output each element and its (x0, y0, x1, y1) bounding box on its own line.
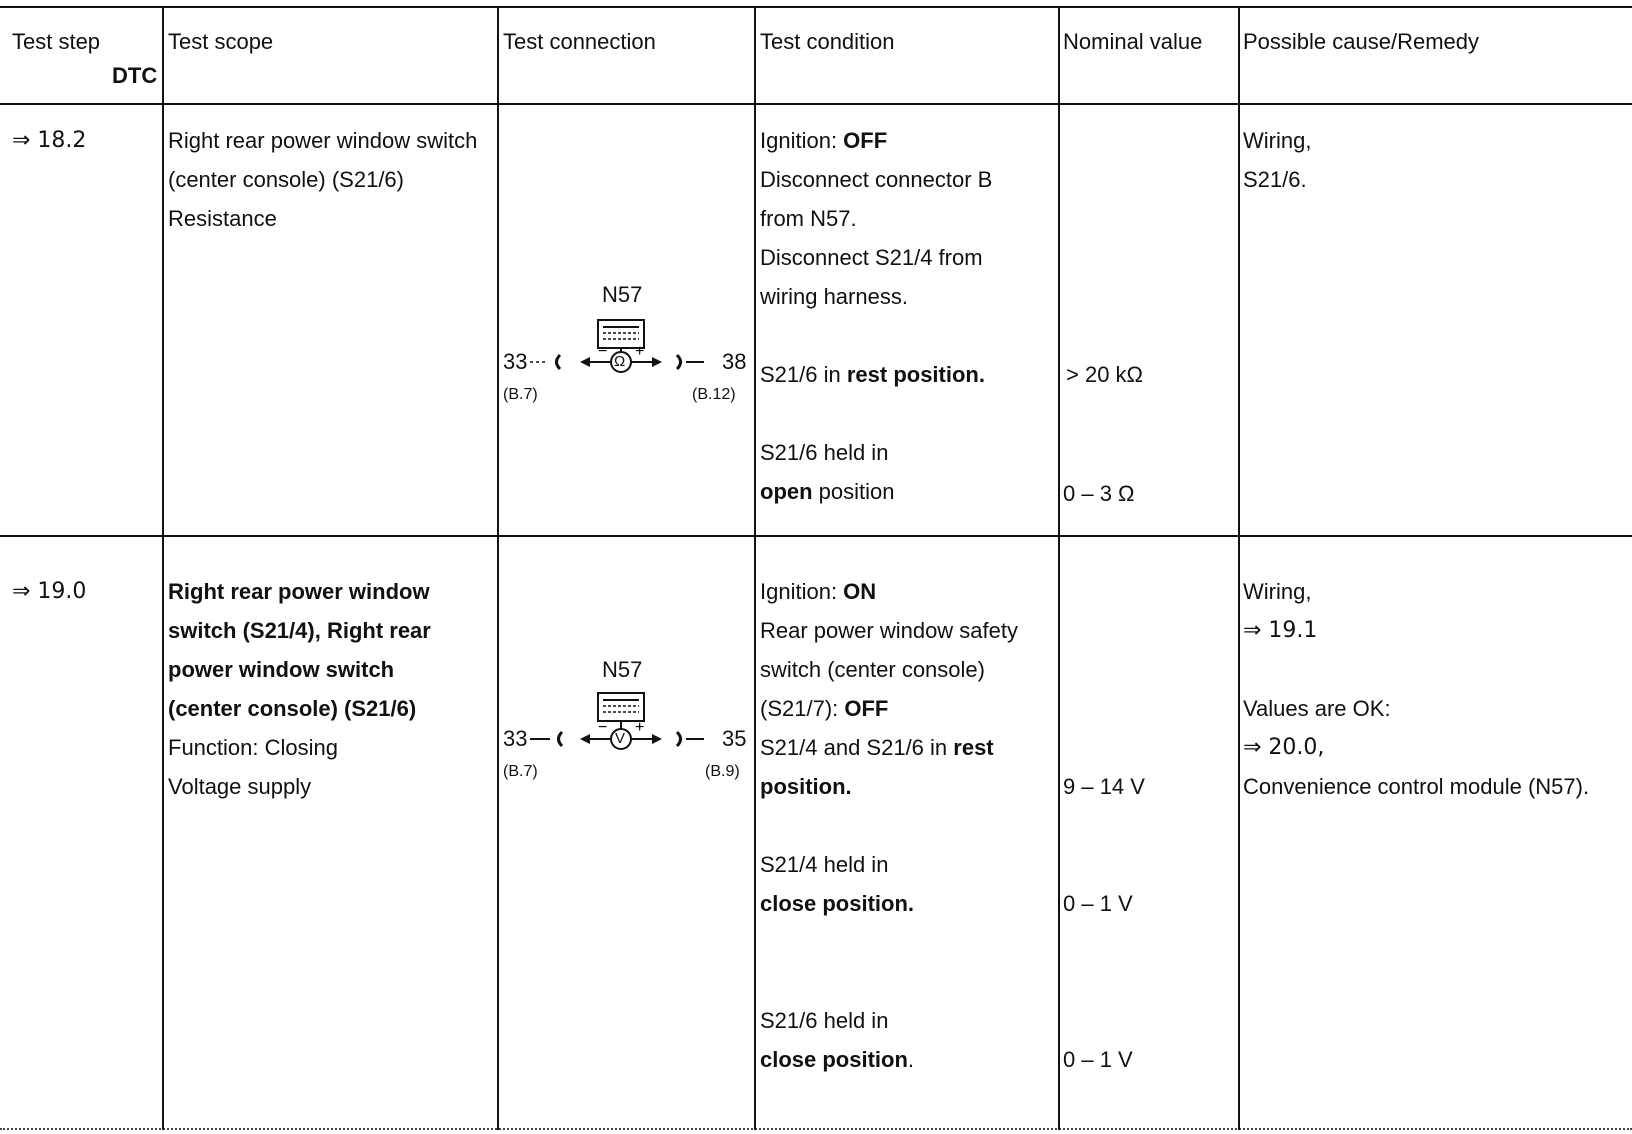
header-test-condition: Test condition (760, 29, 895, 54)
row1-condition-line: Ignition: OFF (760, 128, 888, 153)
svg-text:+: + (635, 719, 645, 736)
row2-condition-line: close position. (760, 891, 915, 916)
row1-scope-line: Right rear power window switch (168, 128, 478, 153)
row2-pin-left: 33 (503, 726, 528, 751)
row2-possible-cause (1243, 572, 1589, 806)
row2-test-scope (168, 572, 431, 806)
header-bottom-border (0, 103, 1632, 105)
row2-scope-line: switch (S21/4), Right rear (168, 618, 431, 643)
row-divider (0, 535, 1632, 537)
row1-ref-left: (B.7) (503, 386, 538, 403)
column-divider-1 (162, 6, 164, 1130)
row2-condition-line: Ignition: ON (760, 579, 877, 604)
row2-nominal-value: 0 – 1 V (1063, 1047, 1133, 1072)
row1-test-step: ⇒ 18.2 (12, 128, 87, 153)
header-possible-cause: Possible cause/Remedy (1243, 29, 1480, 54)
row2-cause-line: ⇒ 19.1 (1243, 618, 1318, 643)
row2-ref-right: (B.9) (705, 763, 740, 780)
row2-test-condition (760, 572, 1018, 1079)
row1-condition-line: Disconnect S21/4 from (760, 245, 983, 270)
row2-connection-diagram (500, 655, 750, 805)
row1-ref-right: (B.12) (692, 386, 736, 403)
table-bottom-dotted-border (0, 1128, 1632, 1130)
row1-condition-line: from N57. (760, 206, 857, 231)
row1-module-label: N57 (602, 282, 643, 307)
column-divider-4 (1058, 6, 1060, 1130)
row2-ref-left: (B.7) (503, 763, 538, 780)
header-test-connection: Test connection (503, 29, 656, 54)
row2-pin-right: 35 (722, 726, 747, 751)
svg-text:−: − (598, 719, 608, 736)
row1-condition-line: Disconnect connector B (760, 167, 993, 192)
row2-cause-line: ⇒ 20.0, (1243, 735, 1325, 760)
row2-condition-line: S21/6 held in (760, 1008, 889, 1033)
header-nominal-value: Nominal value (1063, 29, 1203, 54)
row1-nominal-value: > 20 kΩ (1066, 362, 1143, 387)
row1-condition-line: S21/6 in rest position. (760, 362, 985, 387)
row1-condition-line: S21/6 held in (760, 440, 889, 465)
row2-condition-line: S21/4 held in (760, 852, 889, 877)
row2-scope-line: Right rear power window (168, 579, 430, 604)
row2-condition-line: position. (760, 774, 852, 799)
row2-scope-line: Function: Closing (168, 735, 338, 760)
row1-nominal-value: 0 – 3 Ω (1063, 481, 1135, 506)
svg-text:+: + (635, 343, 645, 360)
row2-cause-line: Convenience control module (N57). (1243, 774, 1590, 799)
row1-possible-cause (1243, 121, 1311, 199)
row1-cause-line: S21/6. (1243, 167, 1307, 192)
row1-test-scope (168, 121, 477, 238)
row1-pin-right: 38 (722, 349, 747, 374)
row1-scope-line: Resistance (168, 206, 277, 231)
row1-pin-left: 33 (503, 349, 528, 374)
row1-condition-line: wiring harness. (760, 284, 908, 309)
row2-scope-line: Voltage supply (168, 774, 312, 799)
column-divider-2 (497, 6, 499, 1130)
row1-cause-line: Wiring, (1243, 128, 1312, 153)
row2-scope-line: power window switch (168, 657, 395, 682)
svg-text:−: − (598, 343, 608, 360)
header-test-scope: Test scope (168, 29, 274, 54)
row2-cause-line: Values are OK: (1243, 696, 1391, 721)
row1-meter-symbol: Ω (614, 353, 626, 370)
header-test-step: Test step (12, 29, 101, 54)
row2-test-step: ⇒ 19.0 (12, 579, 87, 604)
row2-condition-line: Rear power window safety (760, 618, 1019, 643)
column-divider-3 (754, 6, 756, 1130)
row2-condition-line: close position. (760, 1047, 915, 1072)
row2-cause-line: Wiring, (1243, 579, 1312, 604)
row2-nominal-value: 0 – 1 V (1063, 891, 1133, 916)
column-divider-5 (1238, 6, 1240, 1130)
row1-connection-diagram (500, 280, 750, 430)
row2-condition-line: switch (center console) (760, 657, 985, 682)
header-dtc: DTC (112, 63, 158, 88)
row2-module-label: N57 (602, 657, 643, 682)
row1-scope-line: (center console) (S21/6) (168, 167, 404, 192)
row2-meter-symbol: V (615, 730, 626, 747)
row1-condition-line: open position (760, 479, 895, 504)
row2-condition-line: S21/4 and S21/6 in rest (760, 735, 994, 760)
row1-test-condition (760, 121, 992, 511)
row2-scope-line: (center console) (S21/6) (168, 696, 417, 721)
row2-nominal-value: 9 – 14 V (1063, 774, 1145, 799)
table-top-border (0, 6, 1632, 8)
row2-condition-line: (S21/7): OFF (760, 696, 889, 721)
